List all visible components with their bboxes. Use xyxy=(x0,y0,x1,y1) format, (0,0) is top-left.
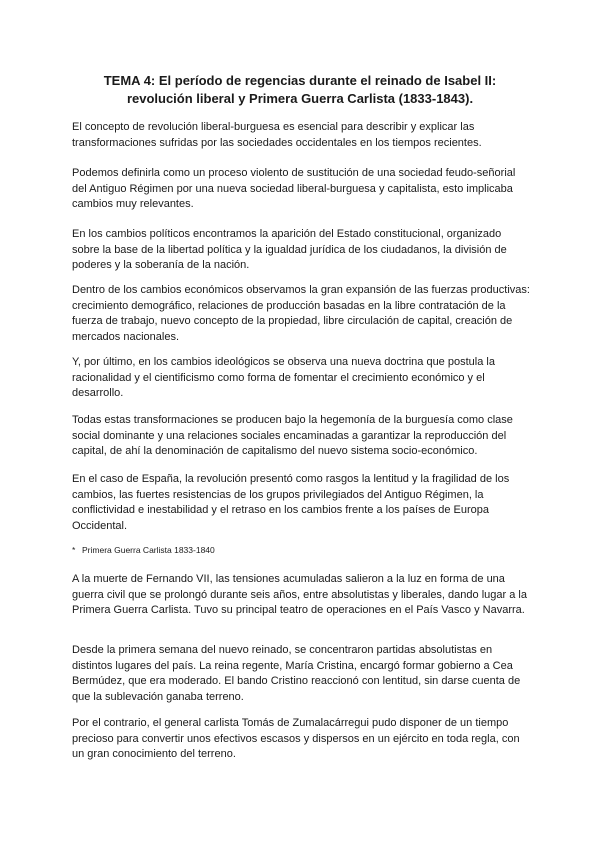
paragraph-economic-changes: Dentro de los cambios económicos observamos la gran expansión de las fuerzas productivas: crecimiento demográfico, relaciones de producción basadas en la libre contratación de la fuerza de trabajo, nuevo concepto de la propiedad, libre circulación de capital, creación de mercados nacionales. xyxy=(72,284,530,343)
paragraph-definition: Podemos definirla como un proceso violento de sustitución de una sociedad feudo-señorial del Antiguo Régimen por una nueva sociedad liberal-burguesa y capitalista, esto implicaba cambios muy relevantes. xyxy=(72,167,516,210)
paragraph-political-changes: En los cambios políticos encontramos la aparición del Estado constitucional, organizado sobre la base de la libertad política y la igualdad jurídica de los ciudadanos, la división de poderes y la soberanía de la nación. xyxy=(72,228,507,271)
paragraph-intro: El concepto de revolución liberal-burguesa es esencial para describir y explicar las transformaciones sufridas por las sociedades occidentales en los tiempos recientes. xyxy=(72,121,482,149)
paragraph-ideological-changes: Y, por último, en los cambios ideológicos se observa una nueva doctrina que postula la racionalidad y el cientificismo como forma de fomentar el crecimiento económico y el desarrollo. xyxy=(72,356,495,399)
paragraph-zumalacarregui: Por el contrario, el general carlista Tomás de Zumalacárregui pudo disponer de un tiempo precioso para convertir unos efectivos escasos y dispersos en un ejército en toda regla, con un gran conocimiento del terreno. xyxy=(72,717,520,760)
paragraph-fernando-death: A la muerte de Fernando VII, las tensiones acumuladas salieron a la luz en forma de una guerra civil que se prolongó durante seis años, entre absolutistas y liberales, dando lugar a la Primera Guerra Carlista. Tuvo su principal teatro de operaciones en el País Vasco y Navarra. xyxy=(72,573,527,616)
section-note xyxy=(72,544,530,556)
section-note-text: Primera Guerra Carlista 1833-1840 xyxy=(82,545,215,555)
document-title: TEMA 4: El período de regencias durante el reinado de Isabel II: revolución liberal y Primera Guerra Carlista (1833-1843). xyxy=(103,73,497,106)
paragraph-bourgeois-hegemony: Todas estas transformaciones se producen bajo la hegemonía de la burguesía como clase social dominante y una relaciones sociales encaminadas a garantizar la reproducción del capital, de ahí la denominación de capitalismo del nuevo sistema socio-económico. xyxy=(72,414,513,457)
paragraph-spain-case: En el caso de España, la revolución presentó como rasgos la lentitud y la fragilidad de los cambios, las fuertes resistencias de los grupos privilegiados del Antiguo Régimen, la conflictividad e inestabilidad y el retraso en los cambios frente a los países de Europa Occidental. xyxy=(72,473,510,532)
section-note-marker: * xyxy=(72,545,76,555)
paragraph-first-week: Desde la primera semana del nuevo reinado, se concentraron partidas absolutistas en distintos lugares del país. La reina regente, María Cristina, encargó formar gobierno a Cea Bermúdez, que era moderado. El bando Cristino reaccionó con lentitud, sin darse cuenta de que la sublevación ganaba terreno. xyxy=(72,644,521,703)
